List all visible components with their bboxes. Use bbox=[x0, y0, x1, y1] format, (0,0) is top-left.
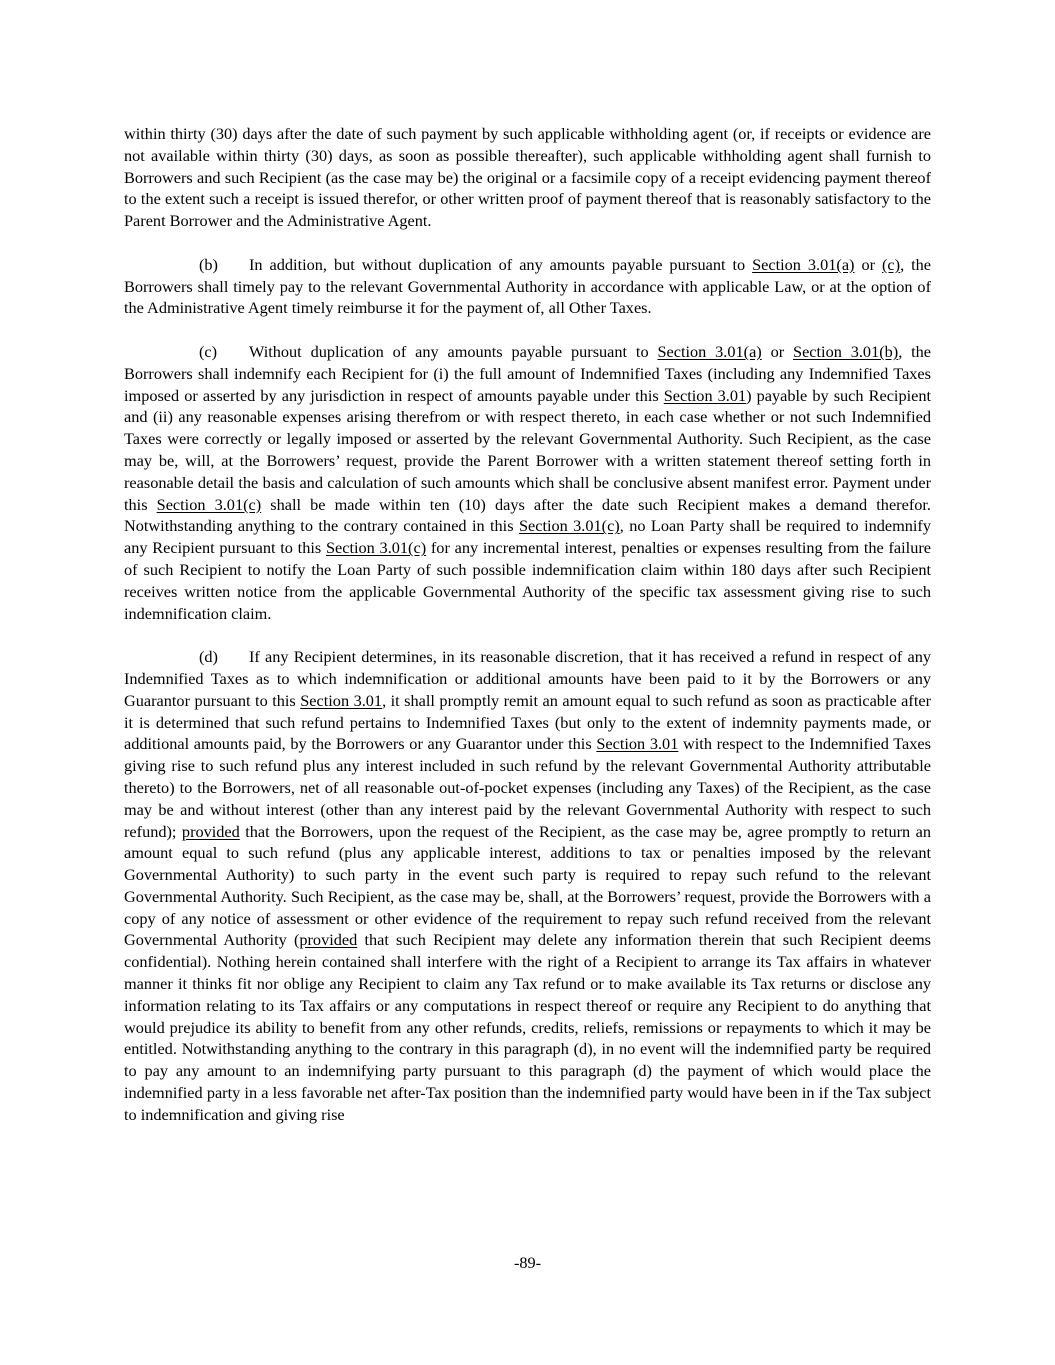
section-reference: (c) bbox=[882, 254, 901, 274]
section-reference: Section 3.01(c) bbox=[518, 516, 620, 536]
section-reference: Section 3.01 bbox=[663, 385, 747, 405]
paragraph-text: or bbox=[761, 341, 794, 361]
paragraph-text: , the Borrowers shall timely pay to the relevant Governmental Authority in accordance with applicable Law, or at the option of the Administrative Agent timely reimburse it for the payment of, all Other Taxes. bbox=[124, 254, 932, 318]
paragraph-text: or bbox=[854, 254, 882, 274]
paragraph-label: (b) bbox=[199, 254, 218, 274]
paragraph-text: that such Recipient may delete any information therein that such Recipient deems confidential). Nothing herein contained shall interfere with the right of a Recipient to arrange its Tax affairs in whatever manner it thinks fit nor oblige any Recipient to claim any Tax refund or to make available its Tax returns or disclose any information relating to its Tax affairs or any computations in respect thereof or require any Recipient to do anything that would prejudice its ability to benefit from any other refunds, credits, reliefs, remissions or repayments to which it may be entitled. Notwithstanding anything to the contrary in this paragraph (d), in no event will the indemnified party be required to pay any amount to an indemnifying party pursuant to this paragraph (d) the payment of which would place the indemnified party in a less favorable net after-Tax position than the indemnified party would have been in if the Tax subject to indemnification and giving rise bbox=[124, 930, 931, 1124]
provided-term: provided bbox=[299, 930, 358, 950]
paragraph-text: If any Recipient determines, in its reasonable discretion, that it has received a refund in respect of any Indemnified Taxes as to which indemnification or additional amounts have been paid to it by the Borrowers or any Guarantor pursuant to this bbox=[124, 647, 931, 710]
paragraph-text: Without duplication of any amounts payable pursuant to bbox=[249, 341, 658, 361]
paragraph-text: with respect to the Indemnified Taxes giving rise to such refund plus any interest included in such refund by the relevant Governmental Authority attributable thereto) to the Borrowers, net of all reasonable out-of-pocket expenses (including any Taxes) of the Recipient, as the case may be and without interest (other than any interest paid by the relevant Governmental Authority with respect to such refund); bbox=[124, 734, 931, 841]
section-reference: Section 3.01(c) bbox=[156, 494, 262, 514]
paragraph-text: , the Borrowers shall indemnify each Recipient for (i) the full amount of Indemnified Taxes (including any Indemnified Taxes imposed or asserted by any jurisdiction in respect of amounts payable under this bbox=[124, 341, 932, 405]
paragraph-text: , no Loan Party shall be required to indemnify any Recipient pursuant to this bbox=[124, 516, 931, 558]
section-reference: Section 3.01 bbox=[300, 690, 383, 710]
paragraph-label: (c) bbox=[199, 341, 218, 361]
paragraph-d bbox=[124, 646, 931, 1126]
paragraph-text: within thirty (30) days after the date of such payment by such applicable withholding agent (or, if receipts or evidence are not available within thirty (30) days, as soon as possible thereafter), such applicable withholding agent shall furnish to Borrowers and such Recipient (as the case may be) the original or a facsimile copy of a receipt evidencing payment thereof to the extent such a receipt is issued therefor, or other written proof of payment thereof that is reasonably satisfactory to the Parent Borrower and the Administrative Agent. bbox=[124, 124, 931, 231]
paragraph-text: , it shall promptly remit an amount equal to such refund as soon as practicable after it is determined that such refund pertains to Indemnified Taxes (but only to the extent of indemnity payments made, or additional amounts paid, by the Borrowers or any Guarantor under this bbox=[124, 690, 931, 754]
paragraph-label: (d) bbox=[199, 647, 218, 667]
section-reference: Section 3.01 bbox=[596, 734, 679, 754]
paragraph-text: ) payable by such Recipient and (ii) any reasonable expenses arising therefrom or with respect thereto, in each case whether or not such Indemnified Taxes were correctly or legally imposed or asserted by the relevant Governmental Authority. Such Recipient, as the case may be, will, at the Borrowers’ request, provide the Parent Borrower with a written statement thereof setting forth in reasonable detail the basis and calculation of such amounts which shall be conclusive absent manifest error. Payment under this bbox=[124, 385, 931, 514]
paragraph-b bbox=[124, 254, 931, 319]
paragraph-text: that the Borrowers, upon the request of the Recipient, as the case may be, agree promptly to return an amount equal to such refund (plus any applicable interest, additions to tax or penalties imposed by the relevant Governmental Authority) to such party in the event such party is required to repay such refund to the relevant Governmental Authority. Such Recipient, as the case may be, shall, at the Borrowers’ request, provide the Borrowers with a copy of any notice of assessment or other evidence of the requirement to repay such refund received from the relevant Governmental Authority ( bbox=[124, 821, 931, 950]
section-reference: Section 3.01(a) bbox=[657, 341, 762, 361]
section-reference: Section 3.01(b) bbox=[793, 341, 899, 361]
provided-term: provided bbox=[181, 821, 240, 841]
paragraph-text: shall be made within ten (10) days after the date such Recipient makes a demand therefor. Notwithstanding anything to the contrary contained in this bbox=[124, 494, 931, 536]
paragraph-text: In addition, but without duplication of any amounts payable pursuant to bbox=[249, 254, 753, 274]
section-reference: Section 3.01(c) bbox=[325, 538, 427, 558]
paragraph-c bbox=[124, 341, 931, 624]
section-reference: Section 3.01(a) bbox=[752, 254, 855, 274]
document-body bbox=[124, 123, 931, 1147]
paragraph-a-continuation bbox=[124, 123, 931, 232]
paragraph-text: for any incremental interest, penalties or expenses resulting from the failure of such Recipient to notify the Loan Party of such possible indemnification claim within 180 days after such Recipient receives written notice from the applicable Governmental Authority of the specific tax assessment giving rise to such indemnification claim. bbox=[124, 538, 931, 623]
page-number: -89- bbox=[513, 1253, 542, 1272]
